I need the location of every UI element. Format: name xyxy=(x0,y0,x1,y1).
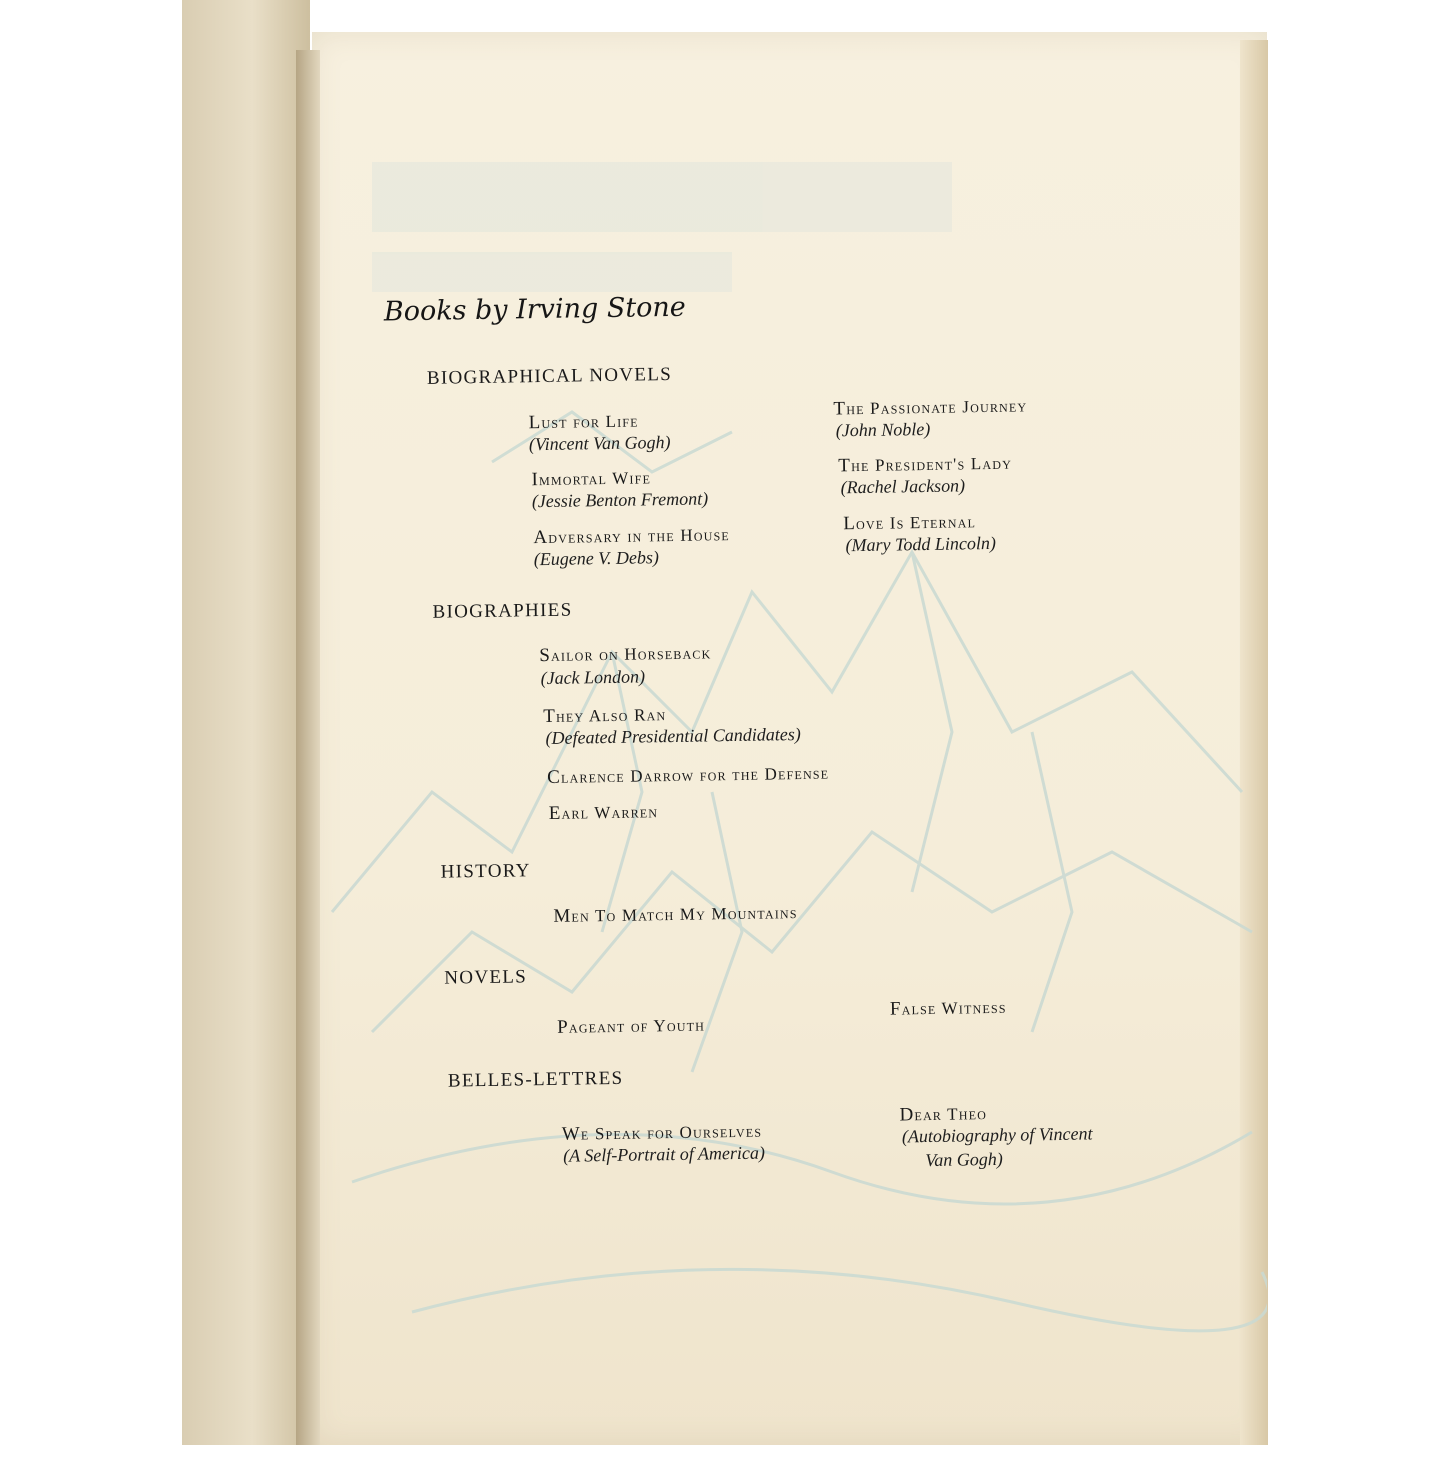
book-subtitle: (Jessie Benton Fremont) xyxy=(531,488,709,512)
book-title: Men To Match My Mountains xyxy=(553,903,798,927)
book-subtitle: (Vincent Van Gogh) xyxy=(528,432,671,455)
book-subtitle: (Autobiography of Vincent xyxy=(901,1123,1093,1147)
book-title: Lust for Life xyxy=(528,411,639,434)
book-title: Pageant of Youth xyxy=(556,1015,706,1038)
book-title: Immortal Wife xyxy=(531,468,652,491)
book-title: They Also Ran xyxy=(543,705,667,728)
book-subtitle: (Defeated Presidential Candidates) xyxy=(545,723,801,748)
section-biographical-novels: BIOGRAPHICAL NOVELS xyxy=(426,363,673,389)
section-history: HISTORY xyxy=(440,860,531,883)
book-title: Dear Theo xyxy=(899,1104,988,1126)
book-title: False Witness xyxy=(889,997,1007,1020)
book-subtitle: (Jack London) xyxy=(540,666,646,689)
section-belles-lettres: BELLES-LETTRES xyxy=(447,1067,624,1092)
page-heading: Books by Irving Stone xyxy=(383,291,687,328)
book-subtitle: (A Self-Portrait of America) xyxy=(562,1142,766,1166)
section-biographies: BIOGRAPHIES xyxy=(432,599,573,623)
book-subtitle: (Eugene V. Debs) xyxy=(533,547,660,570)
section-novels: NOVELS xyxy=(444,966,528,989)
book-title: Love Is Eternal xyxy=(843,512,977,535)
book-title: Earl Warren xyxy=(548,802,659,824)
book-subtitle: (John Noble) xyxy=(835,418,931,441)
book-subtitle: (Rachel Jackson) xyxy=(840,475,966,498)
book-title: Clarence Darrow for the Defense xyxy=(547,763,830,788)
book-title: Adversary in the House xyxy=(533,525,731,549)
book-title: We Speak for Ourselves xyxy=(561,1121,763,1145)
book-subtitle: (Mary Todd Lincoln) xyxy=(845,532,997,556)
book-title: Sailor on Horseback xyxy=(539,643,712,667)
book-title: The President's Lady xyxy=(838,453,1013,477)
book-title: The Passionate Journey xyxy=(833,396,1028,420)
book-subtitle: Van Gogh) xyxy=(925,1148,1003,1171)
